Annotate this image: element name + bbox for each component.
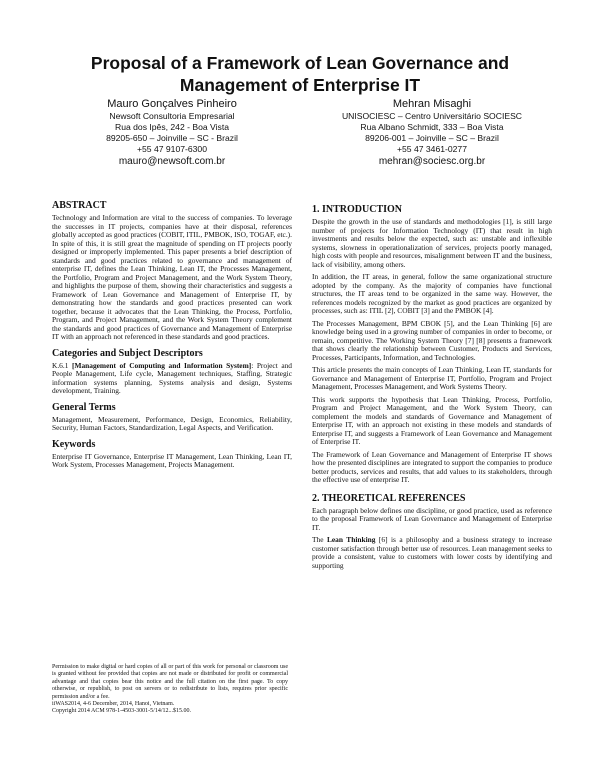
left-column [52,200,292,476]
author-city: 89206-001 – Joinville – SC – Brazil [365,133,499,143]
right-column [312,204,552,574]
categories-text [52,362,292,396]
author-block-1 [52,98,292,168]
intro-paragraph: Despite the growth in the use of standards and methodologies [1], is still large number of projects for Information Technology (IT) that result in high investments and results below the expected, such as: unstable and inflexible systems, slowness in operationalization of services, projects poorly managed, high costs with people and resources, misalignment between IT and the business, lack of visibility, among others. [312,217,552,269]
author-email: mauro@newsoft.com.br [118,156,226,167]
author-name: Mehran Misaghi [392,98,472,110]
intro-paragraph: The Processes Management, BPM CBOK [5], and the Lean Thinking [6] are knowledge being used in a growing number of companies in order to become, or remain, competitive. The Working System Theory [7] [8] presents a framework that shows clearly the relationship between Customer, Products and Services, Processes, Participants, Information, and Technologies. [312,318,552,362]
categories-heading: Categories and Subject Descriptors [52,347,203,359]
abstract-text: Technology and Information are vital to the success of companies. To leverage the successes in IT projects, companies have at their disposal, references globally accepted as good practices (COBIT, ITIL, PMBOK, ISO, TOGAF, etc.). In spite of this, it is still great the magnitude of spending on IT projects poorly designed or improperly implemented. This paper presents a brief description of standards and good practices related to governance and management of enterprise IT, defines the Lean Thinking, Lean IT, the Processes Management, the Portfolio, Program and Project Management, and the Work System Theory, and highlights the purpose of them, showing their characteristics and suggests a Framework of Lean Governance and Management of Enterprise IT, by demonstrating how the standards and good practices presented can work together, because it advocates that the Lean Thinking, the Process, Portfolio, Program, and Project Management, and the Work System Theory complement the standards and good practices of Governance and Management of Enterprise IT with an approach not referenced in these standards and good practices. [52,213,292,341]
theoretical-paragraph: Each paragraph below defines one discipline, or good practice, used as reference to the proposal Framework of Lean Governance and Management of Enterprise IT. [312,505,552,532]
paper-title [40,52,560,96]
lean-rest: [6] is a philosophy and a business strategy to increase customer satisfaction through better use of resources. Lean management seeks to provide a consistent, value to customers with lower costs by identifying and supporting [312,535,553,570]
intro-paragraph: This article presents the main concepts of Lean Thinking, Lean IT, standards for Governance and Management of Enterprise IT, Portfolio, Program and Project Management, Processes Management, and Work Systems Theory. [312,365,552,391]
permission-venue: iiWAS2014, 4-6 December, 2014, Hanoi, Vietnam. [52,701,175,708]
permission-block [52,664,288,716]
categories-code: K.6.1 [52,360,69,370]
abstract-heading: ABSTRACT [52,200,107,211]
author-street: Rua Albano Schmidt, 333 – Boa Vista [360,122,504,132]
intro-paragraph: This work supports the hypothesis that Lean Thinking, Process, Portfolio, Program and Project Management, and the Work System Theory, can complement the models and standards of Governance and Management of Enterprise IT, with an approach not existing in these models and standards of Enterprise IT, and suggests a Framework of Lean Governance and Management of Enterprise IT. [312,394,552,446]
author-block-2 [312,98,552,168]
author-city: 89205-650 – Joinville – SC - Brazil [106,133,238,143]
author-phone: +55 47 9107-6300 [136,144,207,154]
categories-bold: [Management of Computing and Information System] [72,360,252,370]
author-affiliation: Newsoft Consultoria Empresarial [109,111,235,121]
keywords-text: Enterprise IT Governance, Enterprise IT Management, Lean Thinking, Lean IT, Work System, Processes Management, Projects Management. [52,451,292,469]
author-street: Rua dos Ipês, 242 - Boa Vista [114,122,230,132]
lean-thinking-paragraph [312,536,552,570]
lean-bold: Lean Thinking [326,535,376,544]
theoretical-heading: 2. THEORETICAL REFERENCES [312,492,466,504]
general-terms-heading: General Terms [52,401,116,413]
author-phone: +55 47 3461-0277 [396,144,467,154]
lean-prefix: The [312,535,327,544]
permission-copyright: Copyright 2014 ACM 978-1-4503-3001-5/14/12...$15.00. [52,708,191,715]
author-name: Mauro Gonçalves Pinheiro [107,98,237,110]
keywords-heading: Keywords [52,438,96,450]
author-email: mehran@sociesc.org.br [378,156,486,167]
intro-paragraph: The Framework of Lean Governance and Management of Enterprise IT shows how the presented disciplines are integrated to support the companies to produce better products, services and results, that add values to its stakeholders, through the effective use of enterprise IT. [312,449,552,484]
title-line-2: Management of Enterprise IT [179,75,421,95]
general-terms-text: Management, Measurement, Performance, Design, Economics, Reliability, Security, Human Factors, Standardization, Legal Aspects, and Verification. [52,414,292,432]
categories-rest: : Project and People Management, Life cycle, Management techniques, Staffing, Strategic information systems planning, Systems analysis and design, Systems development, Training. [52,360,292,395]
intro-paragraph: In addition, the IT areas, in general, follow the same organizational structure adopted by the company. As the majority of companies have functional structures, the IT areas tend to be organized in the same way. However, the references models recognized by the market as good practices are organized by processes, such as: ITIL [2], COBIT [3] and the PMBOK [4]. [312,272,552,315]
title-line-1: Proposal of a Framework of Lean Governance and [90,53,510,73]
permission-text: Permission to make digital or hard copies of all or part of this work for personal or classroom use is granted without fee provided that copies are not made or distributed for profit or commercial advantage and that copies bear this notice and the full citation on the first page. To copy otherwise, or republish, to post on servers or to redistribute to lists, requires prior specific permission and/or a fee. [52,664,288,700]
author-affiliation: UNISOCIESC – Centro Universitário SOCIESC [341,111,523,121]
introduction-heading: 1. INTRODUCTION [312,204,403,215]
